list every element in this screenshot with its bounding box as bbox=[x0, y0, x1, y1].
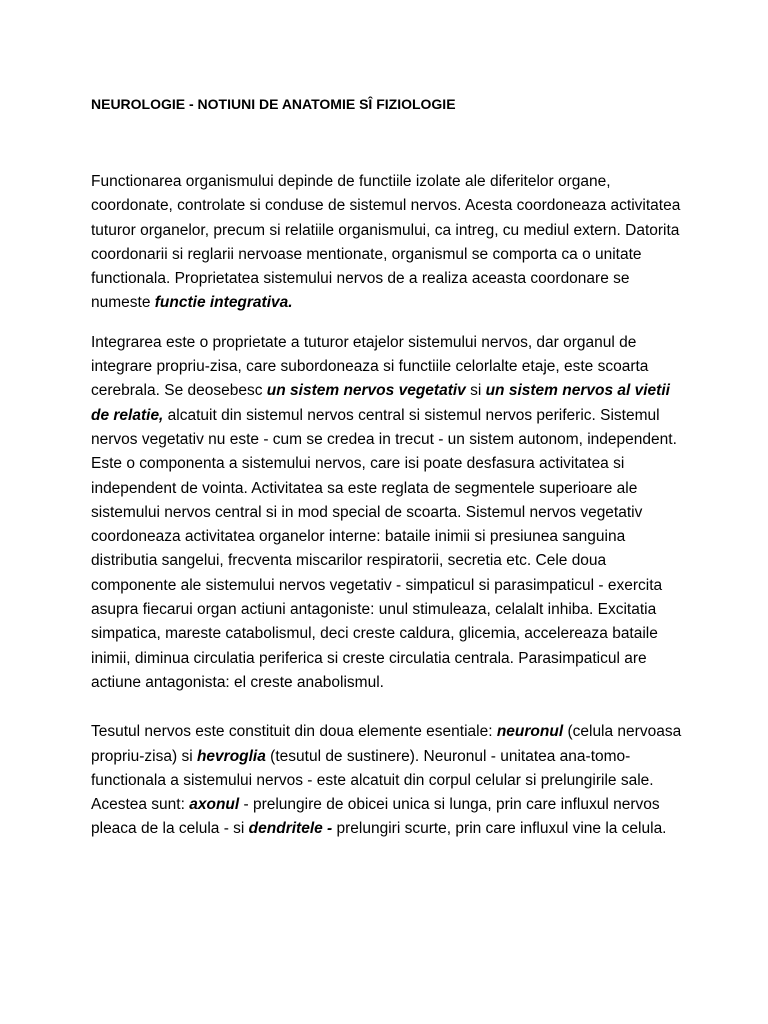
term-neuronul: neuronul bbox=[496, 723, 564, 741]
paragraph-3-text-5: prelungiri scurte, prin care influxul vine la celula. bbox=[332, 820, 667, 838]
paragraph-3 bbox=[91, 720, 691, 841]
paragraph-3-text-2: (celula nervoasa propriu-zisa) si bbox=[91, 723, 682, 765]
term-sistem-nervos-vietii-de-relatie: un sistem nervos al vietii de relatie, bbox=[91, 382, 670, 424]
term-sistem-nervos-vegetativ: un sistem nervos vegetativ bbox=[266, 382, 466, 400]
paragraph-3-text-1: Tesutul nervos este constituit din doua elemente esentiale: bbox=[91, 723, 497, 741]
term-functie-integrativa: functie integrativa. bbox=[154, 294, 293, 312]
paragraph-1-text-1: Functionarea organismului depinde de functiile izolate ale diferitelor organe, coordonate, controlate si conduse de sistemul nervos. Acesta coordoneaza activitatea tuturor organelor, precum si relatiile organismului, ca intreg, cu mediul extern. Datorita coordonarii si reglarii nervoase mentionate, organismul se comporta ca o unitate functionala. Proprietatea sistemului nervos de a realiza aceasta coordonare se numeste bbox=[91, 173, 681, 312]
paragraph-2-text-2: si bbox=[465, 382, 486, 400]
paragraph-3-text-4: - prelungire de obicei unica si lunga, prin care influxul nervos pleaca de la celula - si bbox=[91, 796, 660, 838]
term-hevroglia: hevroglia bbox=[196, 747, 266, 765]
paragraph-3-text-3: (tesutul de sustinere). Neuronul - unitatea ana-tomo-functionala a sistemului nervos - este alcatuit din corpul celular si prelungirile sale. Acestea sunt: bbox=[91, 747, 654, 814]
document-title: NEUROLOGIE - NOTIUNI DE ANATOMIE SÎ FIZIOLOGIE bbox=[91, 96, 456, 112]
paragraph-2-text-3: alcatuit din sistemul nervos central si sistemul nervos periferic. Sistemul nervos vegetativ nu este - cum se credea in trecut - un sistem autonom, independent. Este o componenta a sistemului nervos, care isi poate desfasura activitatea si independent de vointa. Activitatea sa este reglata de segmentele superioare ale sistemului nervos central si in mod special de scoarta. Sistemul nervos vegetativ coordoneaza activitatea organelor interne: bataile inimii si presiunea sanguina distributia sangelui, frecventa miscarilor respiratorii, secretia etc. Cele doua componente ale sistemului nervos vegetativ - simpaticul si parasimpaticul - exercita asupra fiecarui organ actiuni antagoniste: unul stimuleaza, celalalt inhiba. Excitatia simpatica, mareste catabolismul, deci creste caldura, glicemia, accelereaza bataile inimii, diminua circulatia periferica si creste circulatia centrala. Parasimpaticul are actiune antagonista: el creste anabolismul. bbox=[91, 406, 677, 691]
paragraph-2-text-1: Integrarea este o proprietate a tuturor etajelor sistemului nervos, dar organul de integrare propriu-zisa, care subordoneaza si functiile celorlalte etaje, este scoarta cerebrala. Se deosebesc bbox=[91, 333, 649, 400]
term-dendritele: dendritele - bbox=[248, 820, 333, 838]
paragraph-1 bbox=[91, 170, 691, 316]
term-axonul: axonul bbox=[189, 796, 240, 814]
paragraph-2 bbox=[91, 331, 691, 695]
document-page bbox=[91, 92, 691, 842]
